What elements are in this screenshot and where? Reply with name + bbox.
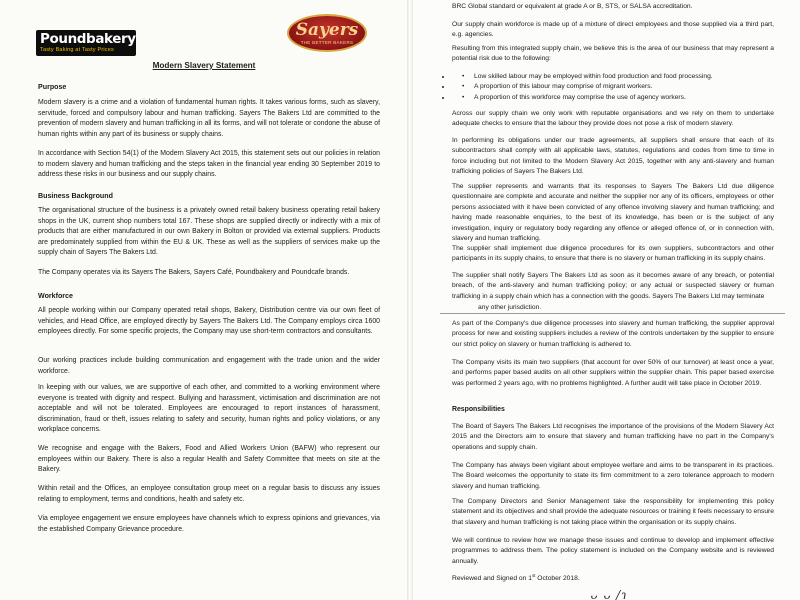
- workforce-heading: Workforce: [38, 292, 73, 300]
- purpose-paragraph-2: In accordance with Section 54(1) of the Modern Slavery Act 2015, this statement sets out our policies in relation to modern slavery and human trafficking and the steps taken in the financial year ending 30 September 2019 to address these risks in our business and our supply chains.: [38, 150, 380, 179]
- supplier-due-diligence-paragraph: The supplier shall implement due diligence procedures for its own suppliers, subcontractors and other participants in its supply chains, to ensure that there is no slavery or human trafficking in its supply chains.: [452, 245, 774, 263]
- responsibilities-heading: Responsibilities: [452, 406, 505, 413]
- workforce-paragraph-6: Via employee engagement we ensure employees have channels which to express opinions and grievances, via the established Company Grievance procedure.: [38, 515, 380, 533]
- document-title: Modern Slavery Statement: [152, 61, 256, 70]
- business-background-heading: Business Background: [38, 192, 113, 200]
- workforce-paragraph-4: We recognise and engage with the Bakers, Food and Allied Workers Union (BAFW) who represent our employees within our Bakery. There is also a regular Health and Safety Committee that meets on site at the Bakery.: [38, 445, 380, 474]
- risk-bullet-list: [452, 72, 774, 103]
- purpose-heading: Purpose: [38, 83, 67, 91]
- accreditation-line: BRC Global standard or equivalent at grade A or B, STS, or SALSA accreditation.: [452, 3, 693, 10]
- page-spine: [407, 0, 413, 600]
- risk-bullet: • • A proportion of this labour may comprise of migrant workers.: [452, 82, 774, 92]
- business-background-paragraph-2: The Company operates via its Sayers The Bakers, Sayers Café, Poundbakery and Poundcafe brands.: [38, 269, 350, 276]
- poundbakery-logo-text: Poundbakery: [40, 31, 136, 47]
- supplier-warranty-paragraph: The supplier represents and warrants that its responses to Sayers The Bakers Ltd due diligence questionnaire are complete and accurate and neither the supplier nor any of its officers, employees or other persons associated with it have been convicted of any offence involving slavery and human trafficking; and having made reasonable enquiries, to the best of its knowledge, has been or is the subject of any investigation, inquiry or regulatory body regarding any offence or alleged offence of, or in connection with, slavery and human trafficking.: [452, 183, 774, 243]
- signed-date-prefix: Reviewed and Signed on 1: [452, 575, 532, 583]
- supplier-visits-paragraph: The Company visits its main two suppliers (that account for over 50% of our turnover) at least once a year, and performs paper based audits on all other suppliers within the supplier chain. This paper based exercise was performed 2 years ago, with no problems highlighted. A further audit will take place in October 2019.: [452, 359, 774, 387]
- handwritten-signature: ᴗ ᴗ /ɿ: [590, 588, 628, 600]
- vigilance-paragraph: The Company has always been vigilant about employee welfare and aims to be transparent in its practices. The Board welcomes the opportunity to state its firm commitment to a zero tolerance approach to modern slavery and human trafficking.: [452, 462, 774, 490]
- sayers-logo: [287, 14, 367, 52]
- supplier-approval-paragraph: As part of the Company's due diligence processes into slavery and human trafficking, the supplier approval process for new and existing suppliers includes a review of the controls undertaken by the supplier to ensure our strict policy on slavery or human trafficking is adhered to.: [452, 320, 774, 348]
- board-paragraph: The Board of Sayers The Bakers Ltd recognises the importance of the provisions of the Modern Slavery Act 2015 and the Directors aim to ensure that slavery and human trafficking have no part in the Company's operations and supply chain.: [452, 423, 774, 451]
- sayers-logo-text: Sayers: [295, 20, 359, 40]
- business-background-paragraph-1: The organisational structure of the business is a privately owned retail bakery business operating retail bakery shops in the UK, current shop numbers total 167. These shops are supplied directly or indirectly with a mix of products that are either manufactured in our own Bakery in Bolton or provided via external suppliers. Products are predominately supplied from within the EU & UK. These as well as the suppliers of services make up the supply chain of Sayers The Bakers Ltd.: [38, 207, 380, 257]
- sayers-logo-tagline: THE BETTER BAKERS: [300, 40, 354, 45]
- directors-paragraph: The Company Directors and Senior Management take the responsibility for implementing this policy statement and its objectives and shall provide the adequate resources or training it feels necessary to ensure that slavery and human trafficking is not taking place within the organisation or its supply chains.: [452, 498, 774, 526]
- poundbakery-logo-tagline: Tasty Baking at Tasty Prices: [40, 47, 114, 53]
- risk-bullet: • • A proportion of this workforce may comprise the use of agency workers.: [452, 93, 774, 103]
- supplier-notification-paragraph: The supplier shall notify Sayers The Bakers Ltd as soon as it becomes aware of any breach, or potential breach, of the anti-slavery and human trafficking policy; or any actual or suspected slavery or human trafficking in a supply chain which has a connection with the goods. Sayers The Bakers Ltd may terminate: [452, 272, 774, 300]
- signed-date-line: [452, 571, 774, 585]
- workforce-paragraph-3: In keeping with our values, we are supportive of each other, and committed to a working environment where everyone is treated with dignity and respect. Bullying and harassment, victimisation and discrimination are not acceptable and will not be tolerated. Employees are encouraged to report instances of harassment, discrimination, fraud or theft, issues relating to safety and security, human rights and policy violations, or any workplace concerns.: [38, 384, 380, 434]
- signed-date-ordinal: st: [531, 573, 536, 578]
- jurisdiction-fragment: any other jurisdiction.: [478, 304, 542, 311]
- potential-risk-paragraph: Resulting from this integrated supply chain, we believe this is the area of our business that may represent a potential risk due to the following:: [452, 45, 774, 63]
- purpose-paragraph-1: Modern slavery is a crime and a violation of fundamental human rights. It takes various forms, such as slavery, servitude, forced and compulsory labour and human trafficking. Sayers The Bakers Ltd are committed to the prevention of modern slavery and human trafficking in all its forms, and will not tolerate or condone the abuse of human rights within any part of its business or supply chains.: [38, 99, 380, 138]
- workforce-paragraph-2: Our working practices include building communication and engagement with the trade union and the wider workforce.: [38, 357, 380, 375]
- reputable-organisations-paragraph: Across our supply chain we only work with reputable organisations and we rely on them to undertake adequate checks to ensure that the labour they provide does not pose a risk of modern slavery.: [452, 110, 774, 128]
- poundbakery-logo: [36, 30, 136, 56]
- workforce-paragraph-5: Within retail and the Offices, an employee consultation group meet on a regular basis to discuss any issues relating to employment, terms and conditions, health and safety etc.: [38, 485, 380, 503]
- risk-bullet: • • Low skilled labour may be employed within food production and food processing.: [452, 72, 774, 82]
- review-paragraph: We will continue to review how we manage these issues and continue to develop and implement effective programmes to address them. The policy statement is included on the Company website and is reviewed annually.: [452, 537, 774, 565]
- supply-chain-workforce-paragraph: Our supply chain workforce is made up of a mixture of direct employees and those supplied via a third part, e.g. agencies.: [452, 21, 774, 39]
- signed-date-suffix: October 2018.: [535, 575, 580, 583]
- workforce-paragraph-1: All people working within our Company operated retail shops, Bakery, Distribution centre via our own fleet of vehicles, and Head Office, are employed directly by Sayers The Bakers Ltd. The Company employs circa 1600 employees directly. For some specific projects, the Company may use short-term contractors and consultants.: [38, 307, 380, 336]
- trade-obligations-paragraph: In performing its obligations under our trade agreements, all suppliers shall ensure that each of its subcontractors shall comply with all applicable laws, statutes, regulations and codes from time to time in force including but not limited to the Modern Slavery Act 2015, together with any anti-slavery and human trafficking policies of Sayers The Bakers Ltd.: [452, 137, 774, 176]
